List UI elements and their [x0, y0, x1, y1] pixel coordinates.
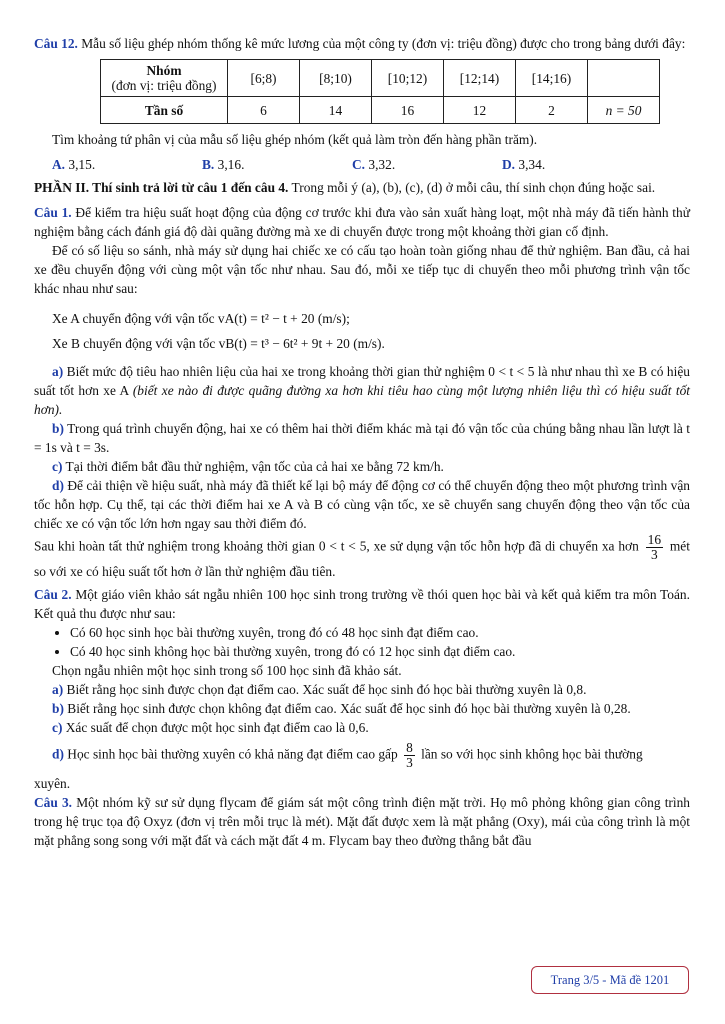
- table-cell: [8;10): [300, 60, 372, 97]
- question-1-part-d: d) Để cải thiện về hiệu suất, nhà máy đã thiết kế lại bộ máy để động cơ có thể chuyển động theo một phương trình vận tốc hỗn hợp. Cụ thể, tại các thời điểm hai xe A và B có cùng vận tốc, xe sẽ chuyển sang chuyển động theo vận tốc của chiếc xe có vận tốc lớn hơn ngay sau thời điểm đó.: [34, 478, 690, 531]
- equation-car-b: Xe B chuyển động với vận tốc vB(t) = t³ − 6t² + 9t + 20 (m/s).: [52, 336, 385, 351]
- table-cell: 16: [372, 97, 444, 124]
- table-freq-label: Tần số: [101, 97, 228, 124]
- question-12-label: Câu 12.: [34, 36, 78, 51]
- part-2-heading: [34, 178, 690, 197]
- question-1-part-a: a) Biết mức độ tiêu hao nhiên liệu của hai xe trong khoảng thời gian thử nghiệm 0 < t < 5 là như nhau thì xe B có hiệu suất tốt hơn xe A (biết xe nào đi được quãng đường xa hơn khi tiêu hao cùng một lượng nhiên liệu thì có hiệu suất tốt hơn).: [34, 364, 690, 417]
- table-cell: 2: [516, 97, 588, 124]
- question-2-label: Câu 2.: [34, 587, 72, 602]
- table-header-unit: (đơn vị: triệu đồng): [111, 78, 217, 93]
- table-cell: 6: [228, 97, 300, 124]
- question-2-part-c: c) Xác suất để chọn được một học sinh đạt điểm cao là 0,6.: [52, 720, 369, 735]
- question-2-choose: Chọn ngẫu nhiên một học sinh trong số 100 học sinh đã khảo sát.: [52, 663, 402, 678]
- question-2-part-d: d) Học sinh học bài thường xuyên có khả năng đạt điểm cao gấp $\frac{8}{3}$ lần so với học sinh không học bài thường: [52, 740, 643, 770]
- table-cell: 14: [300, 97, 372, 124]
- velocity-equations: [52, 306, 690, 356]
- fraction: $\frac{16}{3}$: [647, 532, 662, 562]
- question-2: [34, 585, 690, 623]
- table-total: n = 50: [588, 97, 660, 124]
- table-cell: [14;16): [516, 60, 588, 97]
- grouped-data-table: [100, 59, 660, 124]
- question-12-text: Mẫu số liệu ghép nhóm thống kê mức lương của một công ty (đơn vị: triệu đồng) được cho trong bảng dưới đây:: [81, 36, 686, 51]
- question-3-label: Câu 3.: [34, 795, 73, 810]
- question-2-part-d-continued: xuyên.: [34, 776, 71, 791]
- option-c[interactable]: C. 3,32.: [352, 157, 396, 172]
- list-item: • Có 60 học sinh học bài thường xuyên, trong đó có 48 học sinh đạt điểm cao.: [70, 623, 690, 642]
- table-cell: [10;12): [372, 60, 444, 97]
- option-b[interactable]: B. 3,16.: [202, 157, 245, 172]
- question-3-text: Một nhóm kỹ sư sử dụng flycam để giám sát một công trình điện mặt trời. Họ mô phỏng không gian công trình trong hệ trục tọa độ Oxyz (đơn vị trên mỗi trục là mét). Mặt đất được xem là mặt phẳng (Oxy), mái của công trình là một mặt phẳng song song với mặt đất và cách mặt đất 4 m. Flycam bay theo đường thẳng bắt đầu: [34, 795, 690, 848]
- list-item: • Có 40 học sinh không học bài thường xuyên, trong đó có 12 học sinh đạt điểm cao.: [70, 642, 690, 661]
- table-header-group: Nhóm: [146, 63, 182, 78]
- question-1-context: Để có số liệu so sánh, nhà máy sử dụng hai chiếc xe có cấu tạo hoàn toàn giống nhau để thử nghiệm. Ban đầu, cả hai xe đều chuyển động với cùng một vận tốc như nhau. Sau đó, mỗi xe tiếp tục di chuyển theo mỗi phương trình vận tốc khác nhau như sau:: [34, 243, 690, 296]
- question-1: [34, 203, 690, 241]
- table-row: [101, 97, 660, 124]
- option-a[interactable]: A. 3,15.: [52, 157, 96, 172]
- question-2-intro: Một giáo viên khảo sát ngẫu nhiên 100 học sinh trong trường về thói quen học bài và kết quả kiểm tra môn Toán. Kết quả thu được như sau:: [34, 587, 690, 621]
- option-d[interactable]: D. 3,34.: [502, 157, 546, 172]
- question-12-prompt: Tìm khoảng tứ phân vị của mẫu số liệu ghép nhóm (kết quả làm tròn đến hàng phần trăm).: [52, 132, 538, 147]
- question-3: [34, 793, 690, 850]
- fraction: $\frac{8}{3}$: [406, 740, 413, 770]
- question-2-bullets: [34, 623, 690, 661]
- table-cell: [6;8): [228, 60, 300, 97]
- table-cell: 12: [444, 97, 516, 124]
- table-row: [101, 60, 660, 97]
- page-footer: Trang 3/5 - Mã đề 1201: [531, 966, 689, 994]
- question-2-part-a: a) Biết rằng học sinh được chọn đạt điểm cao. Xác suất để học sinh đó học bài thường xuyên là 0,8.: [52, 682, 587, 697]
- part-2-instruction: Trong mỗi ý (a), (b), (c), (d) ở mỗi câu, thí sinh chọn đúng hoặc sai.: [291, 180, 656, 195]
- question-12: [34, 34, 690, 53]
- table-cell: [588, 60, 660, 97]
- table-header-cell: [101, 60, 228, 97]
- question-2-part-b: b) Biết rằng học sinh được chọn không đạt điểm cao. Xác suất để học sinh đó học bài thường xuyên là 0,28.: [52, 701, 631, 716]
- table-cell: [12;14): [444, 60, 516, 97]
- equation-car-a: Xe A chuyển động với vận tốc vA(t) = t² − t + 20 (m/s);: [52, 311, 350, 326]
- part-2-title: PHẦN II. Thí sinh trả lời từ câu 1 đến câu 4.: [34, 180, 289, 195]
- exam-page: [34, 34, 690, 850]
- question-1-label: Câu 1.: [34, 205, 72, 220]
- answer-options: [52, 155, 690, 174]
- question-1-intro: Để kiểm tra hiệu suất hoạt động của động cơ trước khi đưa vào sản xuất hàng loạt, một nhà máy đã tiến hành thử nghiệm bằng cách đánh giá độ dài quãng đường mà xe di chuyển được trong một khoảng thời gian cố định.: [34, 205, 690, 239]
- question-1-part-b: b) Trong quá trình chuyển động, hai xe có thêm hai thời điểm khác mà tại đó vận tốc của chúng bằng nhau lần lượt là t = 1s và t = 3s.: [34, 421, 691, 455]
- question-1-part-c: c) Tại thời điểm bắt đầu thử nghiệm, vận tốc của cả hai xe bằng 72 km/h.: [52, 459, 444, 474]
- question-1-part-d-continued: Sau khi hoàn tất thử nghiệm trong khoảng thời gian 0 < t < 5, xe sử dụng vận tốc hỗn hợp đã di chuyển xa hơn $\frac{16}{3}$ mét so với xe có hiệu suất tốt hơn ở lần thử nghiệm đầu tiên.: [34, 532, 690, 579]
